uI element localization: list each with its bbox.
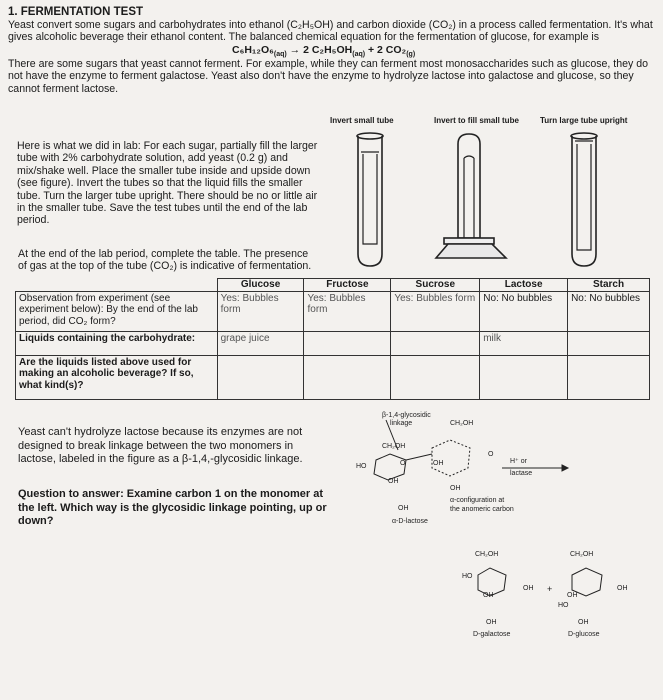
intro-paragraph: Yeast convert some sugars and carbohydrates into ethanol (C₂H₅OH) and carbon dioxide (CO₂) in a process called fermentation. It's what gives alcoholic beverage their ethanol content. The balanced chemical equation for the fermentation of glucose, for example is <box>8 19 653 44</box>
alpha-config-2: the anomeric carbon <box>450 506 514 513</box>
table-header-row <box>16 279 650 292</box>
alpha-lactose-label: α-D-lactose <box>392 518 428 525</box>
tube-invert-fill <box>436 134 506 258</box>
galactose-ho: HO <box>462 573 473 580</box>
glucose-label: D-glucose <box>568 631 600 638</box>
lactose-ring-left <box>374 454 406 480</box>
glucose-oh-right: OH <box>617 585 628 592</box>
galactose-label: D-galactose <box>473 631 511 638</box>
cell-glucose-observation[interactable]: Yes: Bubbles form <box>217 291 304 331</box>
hydrolysis-lactase: lactase <box>510 470 533 477</box>
header-starch: Starch <box>568 279 650 292</box>
header-sucrose: Sucrose <box>391 279 480 292</box>
cell-sucrose-liquid[interactable] <box>391 331 480 355</box>
arrow-head <box>562 465 568 471</box>
section-title: 1. FERMENTATION TEST <box>8 6 144 18</box>
lactose-o-bridge: O <box>400 460 406 467</box>
cell-lactose-observation[interactable]: No: No bubbles <box>480 291 568 331</box>
linkage-label-2: linkage <box>390 420 413 427</box>
cell-fructose-beverage[interactable] <box>304 355 391 399</box>
lactose-ring-right <box>432 440 470 476</box>
lactose-o-ring: O <box>488 451 494 458</box>
lab-instructions: Here is what we did in lab: For each sugar, partially fill the larger tube with 2% carbohydrate solution, add yeast (0.2 g) and mix/shake well. Place the smaller tube inside and upside down (see figure). Invert the tubes so that the liquid fills the smaller tube. Turn the larger tube upright. There should be no or little air in the smaller tube. Save the test tubes until the end of the lab period. <box>17 140 318 227</box>
lactose-ch2oh-left: CH₂OH <box>382 443 406 450</box>
end-instructions: At the end of the lab period, complete the table. The presence of gas at the top of the tube (CO₂) is indicative of fermentation. <box>18 248 312 273</box>
hydrolysis-h-or: H⁺ or <box>510 458 527 465</box>
tube-invert-small <box>357 133 383 266</box>
lactose-ho: HO <box>356 463 367 470</box>
galactose-oh-right: OH <box>523 585 534 592</box>
cell-lactose-beverage[interactable] <box>480 355 568 399</box>
header-glucose: Glucose <box>217 279 304 292</box>
cell-glucose-beverage[interactable] <box>217 355 304 399</box>
lactose-oh-1: OH <box>388 478 399 485</box>
header-lactose: Lactose <box>480 279 568 292</box>
cell-glucose-liquid[interactable]: grape juice <box>217 331 304 355</box>
tube-upright <box>571 133 597 266</box>
plus-sign: + <box>547 584 553 594</box>
cell-fructose-observation[interactable]: Yes: Bubbles form <box>304 291 391 331</box>
glycosidic-bond <box>406 454 432 460</box>
cell-sucrose-observation[interactable]: Yes: Bubbles form <box>391 291 480 331</box>
cell-starch-beverage[interactable] <box>568 355 650 399</box>
cell-starch-liquid[interactable] <box>568 331 650 355</box>
linkage-label-1: β-1,4-glycosidic <box>382 412 431 419</box>
cell-sucrose-beverage[interactable] <box>391 355 480 399</box>
tube-label-invert-small: Invert small tube <box>330 116 394 125</box>
table-row <box>16 331 650 355</box>
glucose-ch2oh: CH₂OH <box>570 551 594 558</box>
lactose-oh-2: OH <box>433 460 444 467</box>
header-fructose: Fructose <box>304 279 391 292</box>
tube-label-upright: Turn large tube upright <box>540 116 628 125</box>
fermentation-table <box>15 278 650 400</box>
row-label-observation: Observation from experiment (see experiment below): By the end of the lab period, did CO₂ form? <box>16 291 218 331</box>
galactose-ch2oh: CH₂OH <box>475 551 499 558</box>
glucose-oh-bottom: OH <box>578 619 589 626</box>
lactose-oh-4: OH <box>398 505 409 512</box>
glucose-oh-ring: OH <box>567 592 578 599</box>
lactose-explanation: Yeast can't hydrolyze lactose because its enzymes are not designed to break linkage between the two monomers in lactose, labeled in the figure as a β-1,4,-glycosidic linkage. <box>18 426 303 465</box>
unfermentable-sugars-paragraph: There are some sugars that yeast cannot ferment. For example, while they can ferment most monosaccharides such as glucose, they do not have the enzyme to ferment galactose. Yeast also don't have the enzyme to hydrolyze lactose into galactose and glucose, so they cannot ferment lactose. <box>8 58 649 95</box>
row-label-liquids: Liquids containing the carbohydrate: <box>16 331 218 355</box>
table-row <box>16 291 650 331</box>
glucose-ho: HO <box>558 602 569 609</box>
cell-fructose-liquid[interactable] <box>304 331 391 355</box>
table-row <box>16 355 650 399</box>
galactose-oh-bottom: OH <box>486 619 497 626</box>
lactose-hydrolysis-figure <box>340 410 660 650</box>
tube-label-invert-fill: Invert to fill small tube <box>434 116 519 125</box>
row-label-beverage: Are the liquids listed above used for making an alcoholic beverage? If so, what kind(s)? <box>16 355 218 399</box>
question-prompt: Question to answer: Examine carbon 1 on the monomer at the left. Which way is the glycosidic linkage pointing, up or down? <box>18 488 327 527</box>
lactose-ch2oh-right: CH₂OH <box>450 420 474 427</box>
fermentation-equation: $C_6H_{12}O_6_{(aq)} \to 2$ $C_2H_5OH_{(aq)} + 2$ $CO_2_{(g)}$ <box>232 44 416 59</box>
glucose-ring <box>572 568 602 596</box>
cell-starch-observation[interactable]: No: No bubbles <box>568 291 650 331</box>
galactose-oh-ring: OH <box>483 592 494 599</box>
test-tube-figure <box>330 126 650 276</box>
alpha-config-1: α-configuration at <box>450 497 505 504</box>
cell-lactose-liquid[interactable]: milk <box>480 331 568 355</box>
lactose-oh-3: OH <box>450 485 461 492</box>
